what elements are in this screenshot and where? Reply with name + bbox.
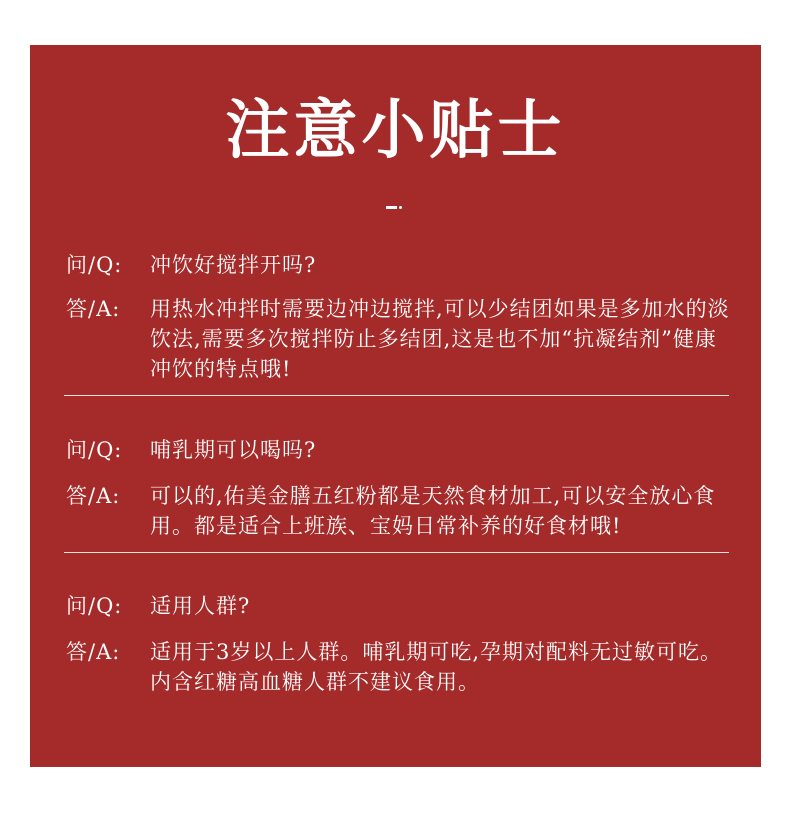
question-text: 哺乳期可以喝吗? [150,438,317,462]
answer-text: 用热水冲拌时需要边冲边搅拌,可以少结团如果是多加水的淡饮法,需要多次搅拌防止多结团,这是也不加“抗凝结剂”健康冲饮的特点哦! [150,297,730,381]
question-label: 问/Q: [66,438,123,462]
answer-label: 答/A: [66,297,121,321]
answer-label: 答/A: [66,484,121,508]
question-label: 问/Q: [66,253,123,277]
answer-text: 可以的,佑美金膳五红粉都是天然食材加工,可以安全放心食用。都是适合上班族、宝妈日常补养的好食材哦! [150,484,716,538]
question-label: 问/Q: [66,594,123,618]
divider [64,395,729,396]
answer-row [66,637,730,697]
page-title: 注意小贴士 [225,93,566,168]
qa-item [66,435,730,541]
title-mark-dot [399,206,402,209]
qa-item [66,250,730,384]
question-row [66,250,730,280]
answer-row [66,294,730,384]
tips-panel [30,45,761,767]
answer-text: 适用于3岁以上人群。哺乳期可吃,孕期对配料无过敏可吃。内含红糖高血糖人群不建议食用。 [150,640,723,694]
question-row [66,435,730,465]
divider [64,552,729,553]
question-text: 冲饮好搅拌开吗? [150,253,317,277]
answer-label: 答/A: [66,640,121,664]
question-row [66,591,730,621]
qa-item [66,591,730,697]
title-underline-mark [386,205,404,209]
question-text: 适用人群? [150,594,251,618]
title-mark-dash [386,206,397,209]
answer-row [66,481,730,541]
